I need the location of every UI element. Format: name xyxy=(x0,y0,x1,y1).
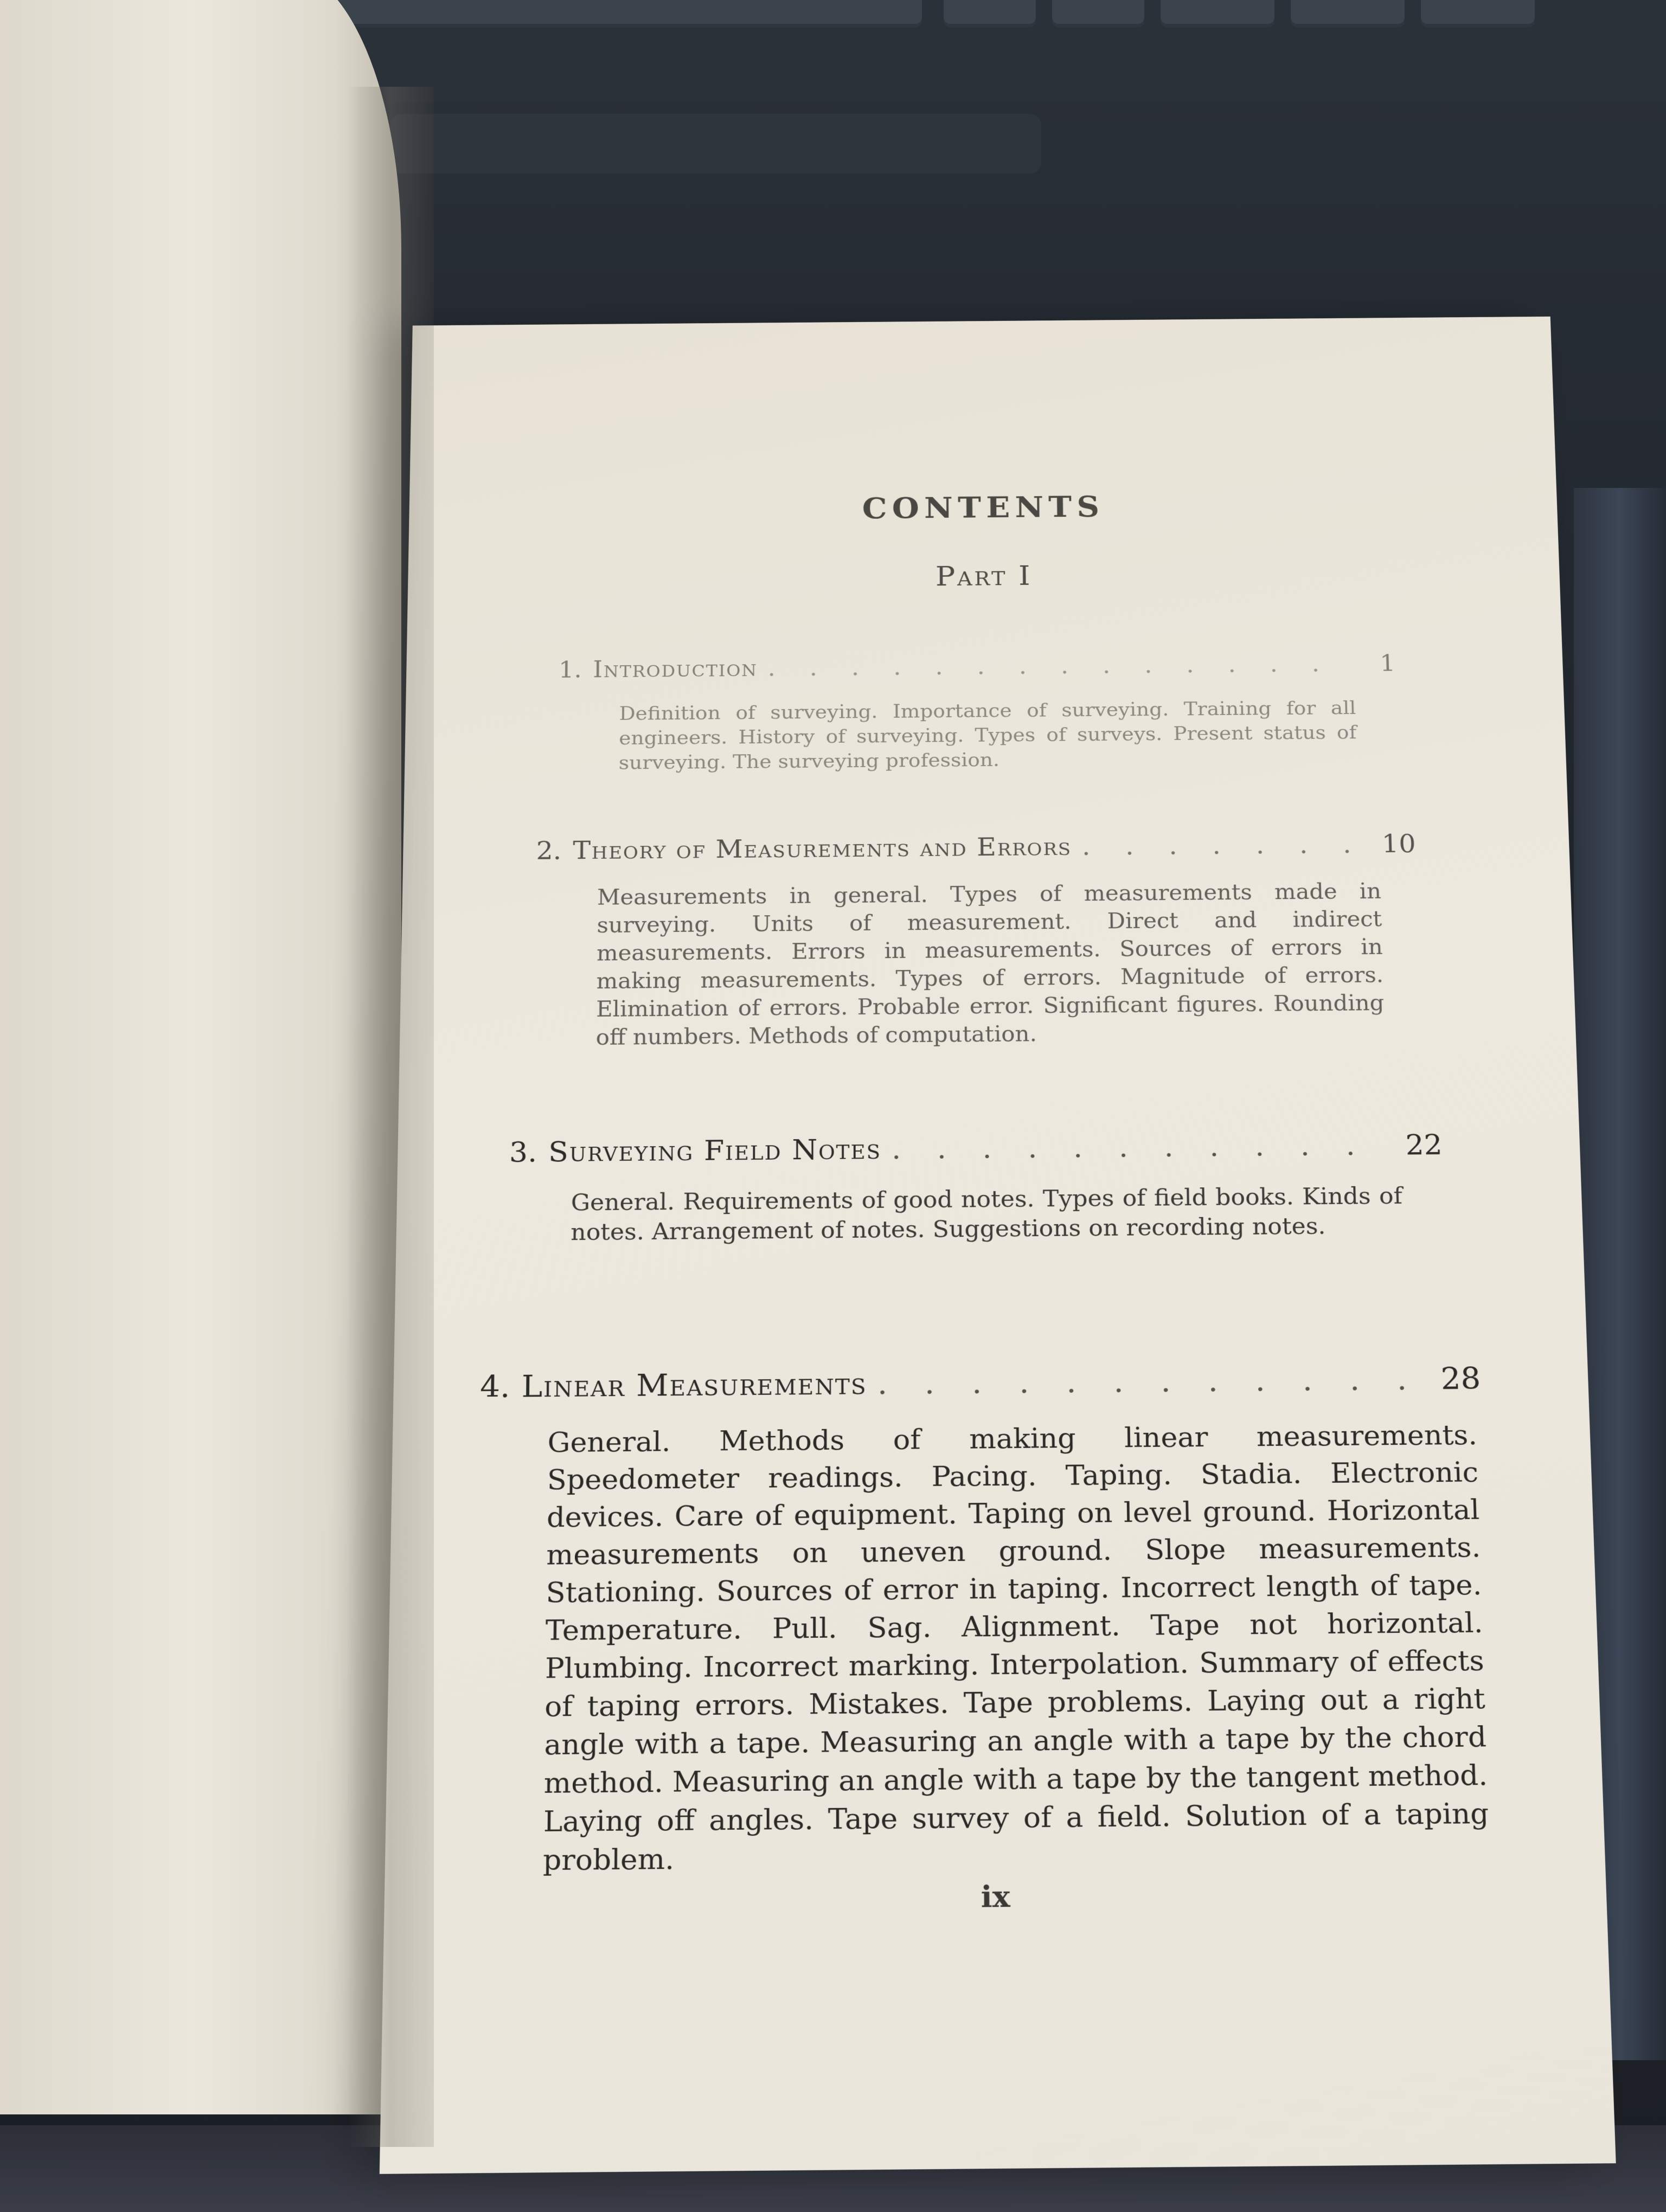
chapter-title: Linear Measurements xyxy=(521,1366,867,1405)
chapter-description: Definition of surveying. Importance of surveying. Training for all engineers. History of surveying. Types of surveys. Present status of surveying. The surveying profession. xyxy=(618,697,1357,774)
book-page xyxy=(380,317,1616,2174)
chapter-description: Measurements in general. Types of measurements made in surveying. Units of measurement. Direct and indirect measurements. Errors in measurements. Sources of errors in making measurements. Types of errors. Magnitude of errors. Elimination of errors. Probable error. Significant figures. Rounding off numbers. Methods of computation. xyxy=(595,879,1385,1050)
page-number: 28 xyxy=(1440,1361,1482,1397)
toc-entry-heading xyxy=(559,650,1396,683)
part-heading: Part I xyxy=(935,560,1033,593)
chapter-description: General. Methods of making linear measurements. Speedometer readings. Pacing. Taping. Stadia. Electronic devices. Care of equipment. Taping on level ground. Horizontal measurements on uneven ground. Slope measurements. Stationing. Sources of error in taping. Incorrect length of tape. Temperature. Pull. Sag. Alignment. Tape not horizontal. Plumbing. Incorrect marking. Interpolation. Summary of effects of taping errors. Mistakes. Tape problems. Laying out a right angle with a tape. Measuring an angle with a tape by the chord method. Measuring an angle with a tape by the tangent method. Laying off angles. Tape survey of a field. Solution of a taping problem. xyxy=(542,1419,1489,1877)
toc-entry-heading xyxy=(480,1361,1482,1405)
dot-leader xyxy=(877,1362,1424,1401)
left-facing-page xyxy=(0,0,401,2114)
keyboard-key xyxy=(944,0,1036,27)
toc-entry-heading xyxy=(509,1129,1443,1168)
dot-leader xyxy=(892,1129,1386,1165)
laptop-trackpad-edge xyxy=(390,114,1041,173)
page-folio: ix xyxy=(981,1879,1010,1915)
chapter-number: 4. xyxy=(479,1369,510,1405)
chapter-title: Surveying Field Notes xyxy=(548,1133,882,1168)
laptop-keyboard xyxy=(325,0,1666,103)
toc-entry xyxy=(473,1361,1496,1881)
page-number: 1 xyxy=(1379,650,1396,677)
chapter-number: 1. xyxy=(558,657,582,684)
chapter-description: General. Requirements of good notes. Types of field books. Kinds of notes. Arrangement of notes. Suggestions on recording notes. xyxy=(571,1182,1403,1246)
dot-leader xyxy=(1081,830,1360,861)
contents-page xyxy=(380,317,1616,2174)
keyboard-key xyxy=(1421,0,1535,27)
page-title: CONTENTS xyxy=(862,490,1105,525)
keyboard-key xyxy=(1161,0,1274,27)
page-number: 10 xyxy=(1381,829,1417,859)
toc-entry xyxy=(558,650,1398,776)
chapter-title: Introduction xyxy=(593,655,758,683)
toc-entry xyxy=(508,1129,1445,1248)
toc-entry xyxy=(534,829,1421,1052)
chapter-number: 2. xyxy=(536,837,562,866)
chapter-title: Theory of Measurements and Errors xyxy=(572,832,1072,865)
keyboard-key xyxy=(1052,0,1144,27)
chapter-number: 3. xyxy=(509,1136,537,1169)
toc-entry-heading xyxy=(536,829,1416,865)
page-number: 22 xyxy=(1405,1129,1443,1161)
keyboard-key xyxy=(325,0,922,27)
book-gutter-shadow xyxy=(347,87,434,2147)
dot-leader xyxy=(768,651,1340,681)
keyboard-key xyxy=(1291,0,1405,27)
